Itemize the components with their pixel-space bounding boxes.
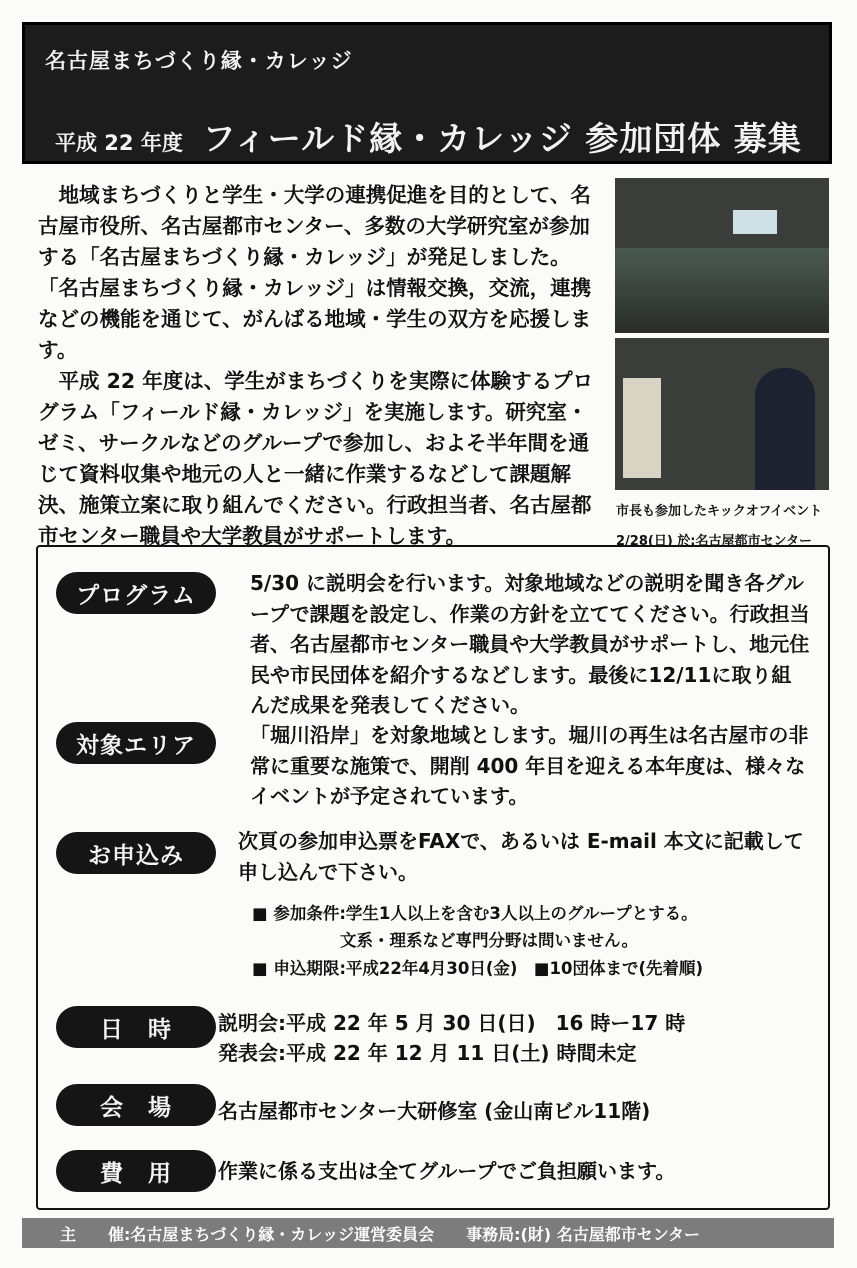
- intro-paragraph-1: 地域まちづくりと学生・大学の連携促進を目的として、名古屋市役所、名古屋都市センター、多数の大学研究室が参加する「名古屋まちづくり縁・カレッジ」が発足しました。「名古屋まちづくり縁・カレッジ」は情報交換，交流，連携などの機能を通じて、がんばる地域・学生の双方を応援します。: [38, 183, 592, 362]
- person-shape: [755, 368, 815, 490]
- schedule-briefing: 説明会:平成 22 年 5 月 30 日(日) 16 時ー17 時: [218, 1011, 686, 1035]
- area-label: 対象エリア: [56, 722, 216, 764]
- schedule-presentation: 発表会:平成 22 年 12 月 11 日(土) 時間未定: [218, 1041, 637, 1065]
- apply-text: 次頁の参加申込票をFAXで、あるいは E-mail 本文に記載して申し込んで下さい。: [238, 829, 804, 884]
- header-banner: [22, 22, 832, 164]
- event-photo-2: [615, 338, 829, 490]
- photo-caption: 市長も参加したキックオフイベント: [616, 504, 823, 519]
- program-label: プログラム: [56, 572, 216, 614]
- area-text: 「堀川沿岸」を対象地域とします。堀川の再生は名古屋市の非常に重要な施策で、開削 400 年目を迎える本年度は、様々なイベントが予定されています。: [250, 723, 809, 808]
- projector-screen-shape: [733, 210, 777, 234]
- footer-host: 主 催:名古屋まちづくり縁・カレッジ運営委員会: [60, 1224, 435, 1244]
- footer-office: 事務局:(財) 名古屋都市センター: [466, 1224, 701, 1244]
- apply-condition-note: 文系・理系など専門分野は問いません。: [340, 931, 638, 950]
- title-text: フィールド縁・カレッジ 参加団体 募集: [202, 119, 802, 158]
- audience-shape: [615, 248, 829, 333]
- venue-label: 会 場: [56, 1084, 216, 1126]
- fee-text: 作業に係る支出は全てグループでご負担願います。: [218, 1159, 676, 1183]
- intro-text: [38, 180, 598, 552]
- fee-label: 費 用: [56, 1150, 216, 1192]
- venue-text: 名古屋都市センター大研修室 (金山南ビル11階): [218, 1099, 651, 1123]
- footer-bar: [22, 1218, 834, 1248]
- page-title: [55, 113, 802, 160]
- apply-condition: ■ 参加条件:学生1人以上を含む3人以上のグループとする。: [252, 904, 698, 923]
- event-photo-1: [615, 178, 829, 333]
- program-text: 5/30 に説明会を行います。対象地域などの説明を聞き各グループで課題を設定し、作業の方針を立ててください。行政担当者、名古屋都市センター職員や大学教員がサポートし、地元住民や市民団体を紹介するなどします。最後に12/11に取り組んだ成果を発表してください。: [250, 571, 810, 717]
- apply-label: お申込み: [56, 832, 216, 874]
- schedule-label: 日 時: [56, 1006, 216, 1048]
- photo-caption-date: 2/28(日) 於:名古屋都市センター: [616, 534, 812, 549]
- organizer-name: 名古屋まちづくり縁・カレッジ: [45, 49, 353, 73]
- panel-shape: [623, 378, 661, 478]
- apply-deadline: ■ 申込期限:平成22年4月30日(金) ■10団体まで(先着順): [252, 959, 704, 978]
- fiscal-year: 平成 22 年度: [55, 131, 183, 155]
- intro-paragraph-2: 平成 22 年度は、学生がまちづくりを実際に体験するプログラム「フィールド縁・カレッジ」を実施します。研究室・ゼミ、サークルなどのグループで参加し、およそ半年間を通じて資料収集や地元の人と一緒に作業するなどして課題解決、施策立案に取り組んでください。行政担当者、名古屋都市センター職員や大学教員がサポートします。: [38, 369, 594, 548]
